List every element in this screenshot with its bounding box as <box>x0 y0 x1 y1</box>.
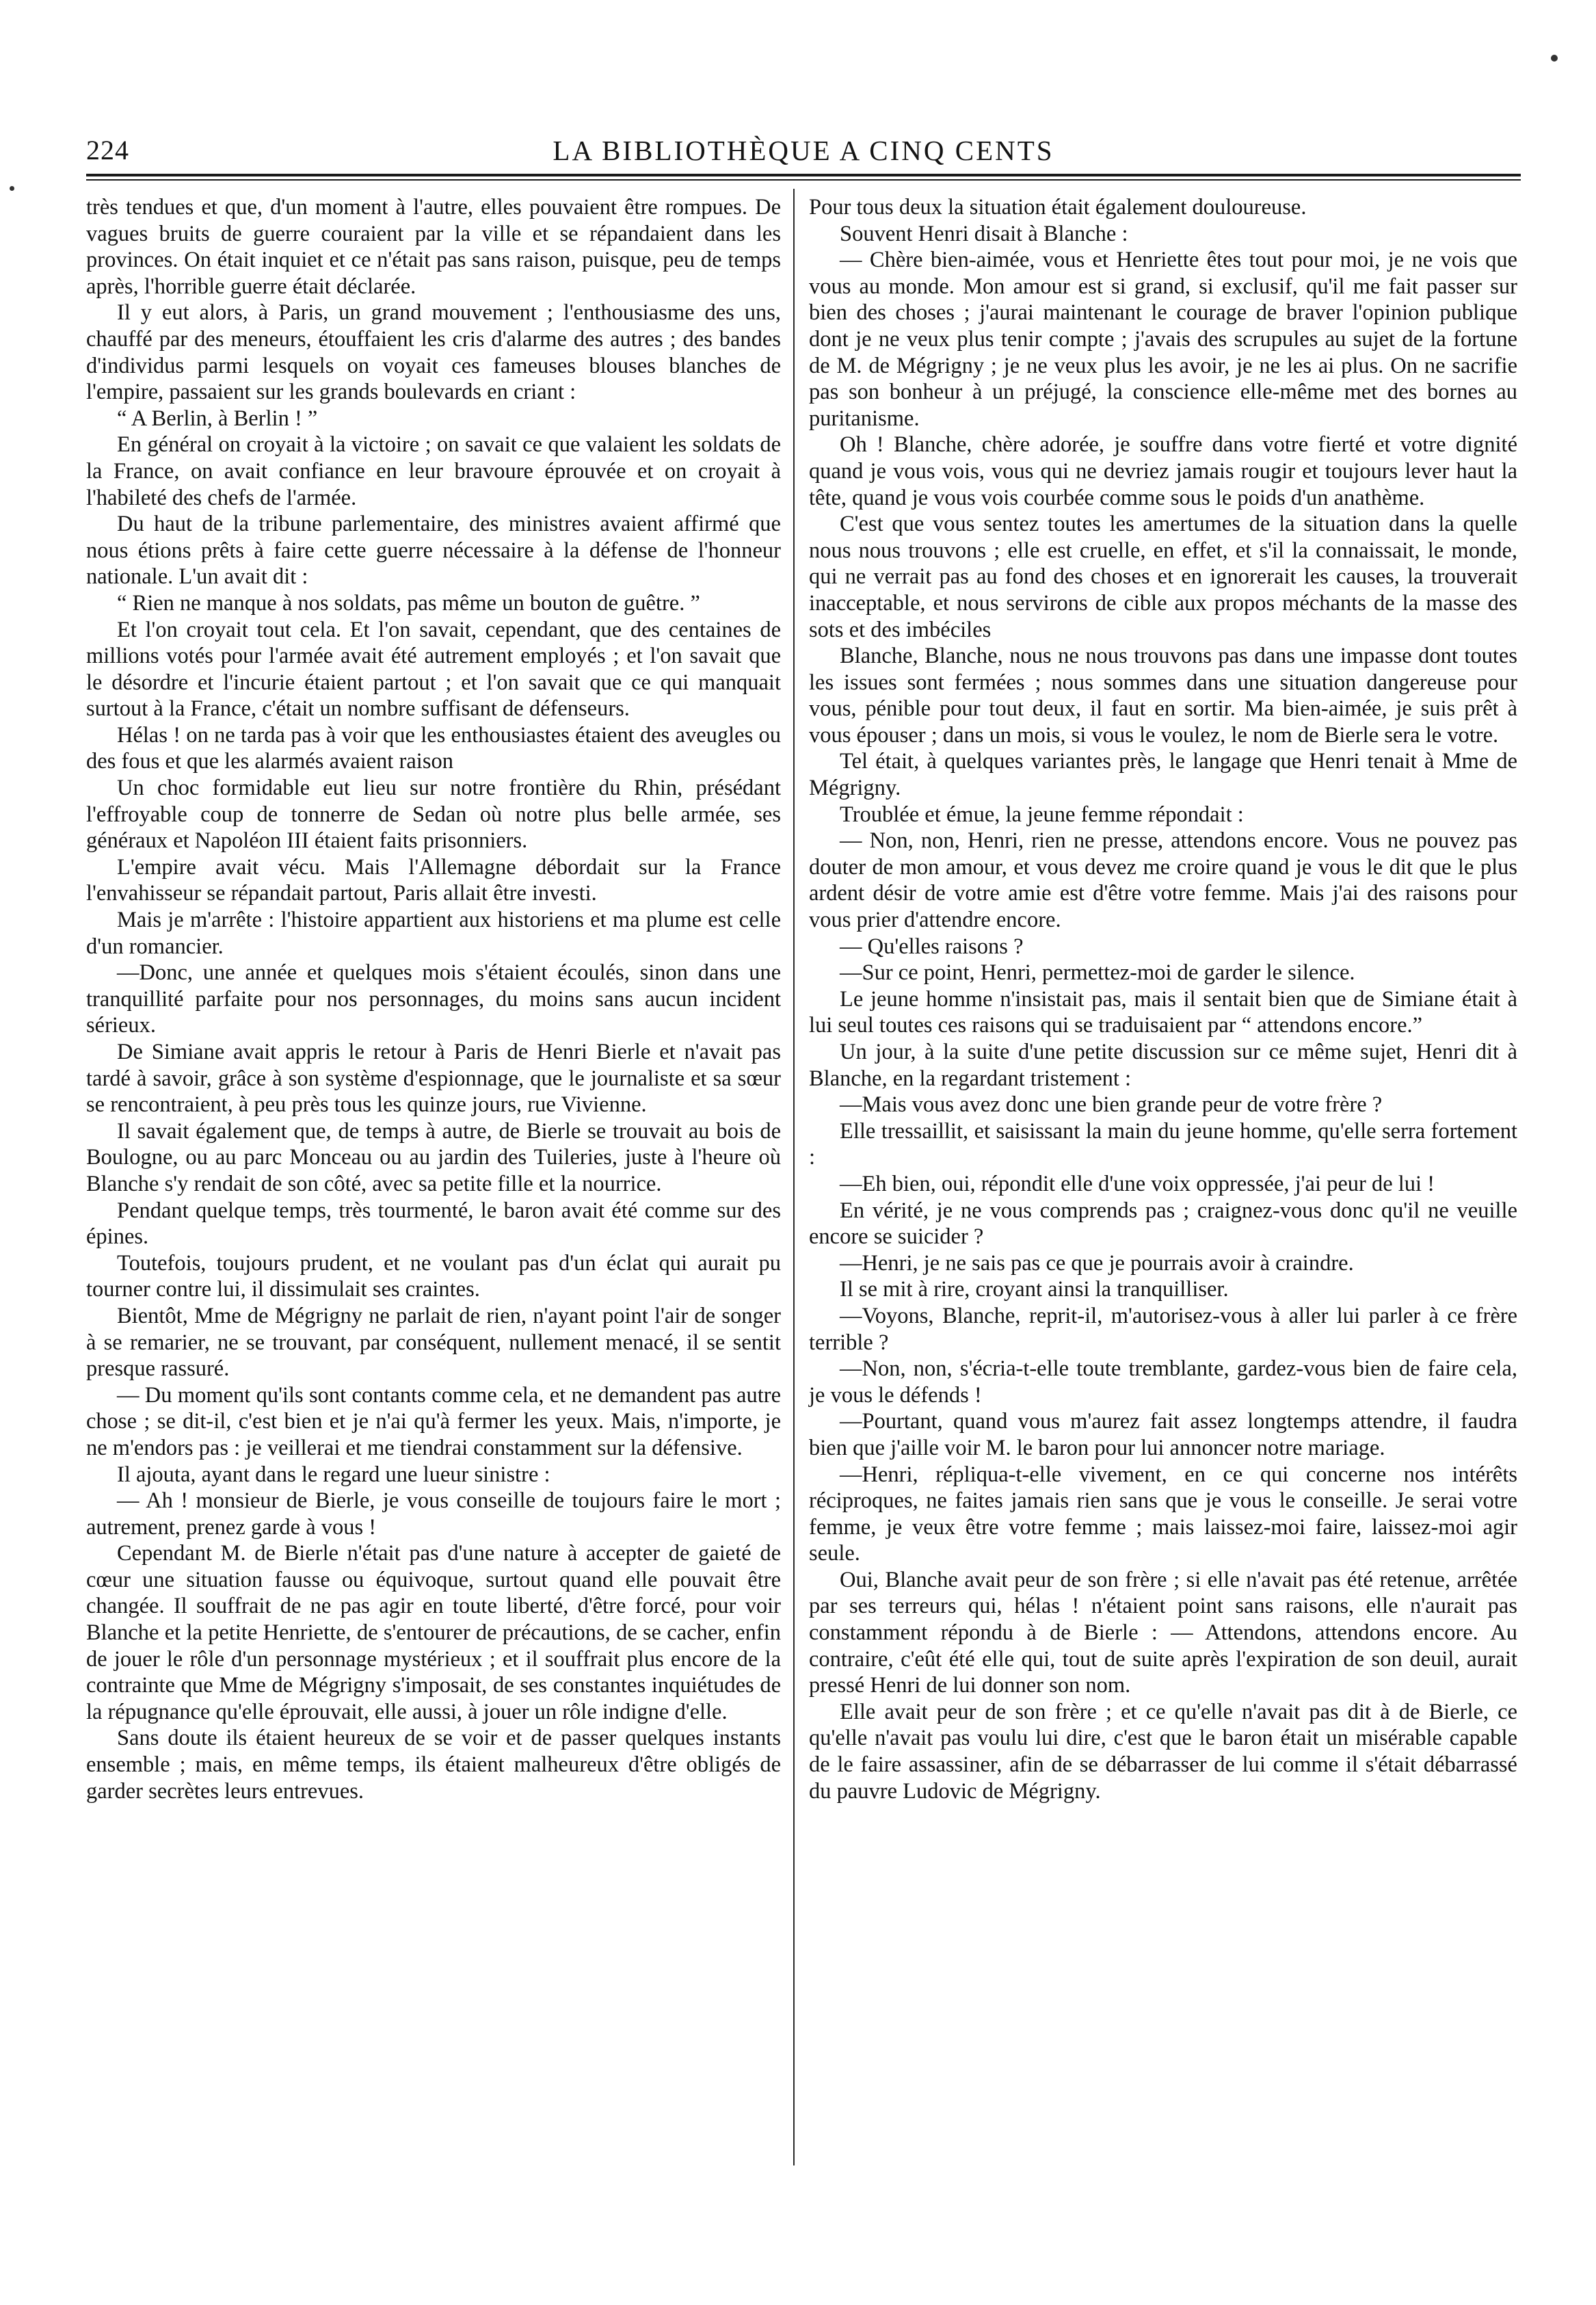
paragraph: Elle tressaillit, et saisissant la main du jeune homme, qu'elle serra fortement : <box>809 1118 1517 1170</box>
paragraph: très tendues et que, d'un moment à l'autre, elles pouvaient être rompues. De vagues bruits de guerre couraient par la ville et se répandaient dans les provinces. On était inquiet et ce n'était pas sans raison, puisque, peu de temps après, l'horrible guerre était déclarée. <box>86 195 781 299</box>
paragraph: Il savait également que, de temps à autre, de Bierle se trouvait au bois de Boulogne, ou au parc Monceau ou au jardin des Tuileries, juste à l'heure où Blanche s'y rendait de son côté, avec sa petite fille et la nourrice. <box>86 1118 781 1196</box>
paragraph: En vérité, je ne vous comprends pas ; craignez-vous donc qu'il ne veuille encore se suicider ? <box>809 1198 1517 1250</box>
paragraph: —Eh bien, oui, répondit elle d'une voix oppressée, j'ai peur de lui ! <box>840 1171 1435 1196</box>
paragraph: Sans doute ils étaient heureux de se voir et de passer quelques instants ensemble ; mais, en même temps, ils étaient malheureux d'être obligés de garder secrètes leurs entrevues. <box>86 1726 781 1804</box>
paragraph: Le jeune homme n'insistait pas, mais il sentait bien que de Simiane était à lui seul toutes ces raisons qui se traduisaient par “ attendons encore.” <box>809 986 1517 1038</box>
paragraph: Tel était, à quelques variantes près, le langage que Henri tenait à Mme de Mégrigny. <box>809 749 1517 801</box>
paragraph: Un jour, à la suite d'une petite discussion sur ce même sujet, Henri dit à Blanche, en la regardant tristement : <box>809 1040 1517 1091</box>
right-column <box>809 194 1517 1804</box>
paragraph: Il y eut alors, à Paris, un grand mouvement ; l'enthousiasme des uns, chauffé par des meneurs, étouffaient les cris d'alarme des autres ; des bandes d'individus parmi lesquels on voyait ces fameuses blouses blanches de l'empire, passaient sur les grands boulevards en criant : <box>86 300 781 405</box>
paragraph: De Simiane avait appris le retour à Paris de Henri Bierle et n'avait pas tardé à savoir, grâce à son système d'espionnage, que le journaliste et sa sœur se rencontraient, à peu près tous les quinze jours, rue Vivienne. <box>86 1040 781 1118</box>
paragraph: — Qu'elles raisons ? <box>840 934 1024 959</box>
paragraph: — Ah ! monsieur de Bierle, je vous conseille de toujours faire le mort ; autrement, prenez garde à vous ! <box>86 1488 781 1540</box>
paragraph: Cependant M. de Bierle n'était pas d'une nature à accepter de gaieté de cœur une situation fausse ou équivoque, surtout quand elle pouvait être changée. Il souffrait de ne pas agir en toute liberté, d'être forcé, pour voir Blanche et la petite Henriette, de s'entourer de précautions, de se cacher, enfin de jouer le rôle d'un personnage mystérieux ; et il souffrait plus encore de la contrainte que Mme de Mégrigny s'imposait, de ses constantes inquiétudes de la répugnance qu'elle éprouvait, elle aussi, à jouer un rôle indigne d'elle. <box>86 1541 781 1724</box>
paragraph: —Sur ce point, Henri, permettez-moi de garder le silence. <box>840 960 1355 986</box>
paragraph: Du haut de la tribune parlementaire, des ministres avaient affirmé que nous étions prêts à faire cette guerre nécessaire à la défense de l'honneur nationale. L'un avait dit : <box>86 512 781 590</box>
paragraph: “ A Berlin, à Berlin ! ” <box>117 406 318 431</box>
paragraph: Mais je m'arrête : l'histoire appartient aux historiens et ma plume est celle d'un romancier. <box>86 908 781 959</box>
paragraph: Et l'on croyait tout cela. Et l'on savait, cependant, que des centaines de millions votés pour l'armée avait été autrement employés ; et l'on savait que le désordre et l'incurie étaient partout ; et l'on savait que ce qui manquait surtout à la France, c'était un nombre suffisant de défenseurs. <box>86 617 781 722</box>
print-speck <box>1551 55 1558 62</box>
paragraph: Bientôt, Mme de Mégrigny ne parlait de rien, n'ayant point l'air de songer à se remarier, ne se trouvant, par conséquent, nullement menacé, il se sentit presque rassuré. <box>86 1303 781 1382</box>
paragraph: L'empire avait vécu. Mais l'Allemagne débordait sur la France l'envahisseur se répandait partout, Paris allait être investi. <box>86 854 781 906</box>
paragraph: —Donc, une année et quelques mois s'étaient écoulés, sinon dans une tranquillité parfaite pour nos personnages, du moins sans aucun incident sérieux. <box>86 960 781 1038</box>
page-number: 224 <box>86 135 129 166</box>
paragraph: — Chère bien-aimée, vous et Henriette êtes tout pour moi, je ne vois que vous au monde. Mon amour est si grand, si exclusif, qu'il me fait passer sur bien des choses ; j'aurai maintenant le courage de braver l'opinion publique dont je ne veux plus tenir compte ; j'avais des scrupules au sujet de la fortune de M. de Mégrigny ; je ne veux plus les avoir, je ne les ai plus. On ne sacrifie pas son bonheur à un préjugé, la conscience elle-même met des bornes au puritanisme. <box>809 248 1517 431</box>
paragraph: Pendant quelque temps, très tourmenté, le baron avait été comme sur des épines. <box>86 1198 781 1250</box>
paragraph: Oh ! Blanche, chère adorée, je souffre dans votre fierté et votre dignité quand je vous vois, vous qui ne devriez jamais rougir et toujours lever haut la tête, quand je vous vois courbée comme sous le poids d'un anathème. <box>809 432 1517 510</box>
paragraph: Oui, Blanche avait peur de son frère ; si elle n'avait pas été retenue, arrêtée par ses terreurs qui, hélas ! n'étaient point sans raisons, elle n'aurait pas constamment répondu à de Bierle : — Attendons, attendons encore. Au contraire, c'eût été elle qui, tout de suite après l'expiration de son deuil, aurait pressé Henri de lui donner son nom. <box>809 1567 1517 1698</box>
paragraph: —Henri, répliqua-t-elle vivement, en ce qui concerne nos intérêts réciproques, ne faites jamais rien sans que je vous le conseille. Je serai votre femme, je veux être votre femme ; mais laissez-moi faire, laissez-moi agir seule. <box>809 1462 1517 1566</box>
paragraph: —Non, non, s'écria-t-elle toute tremblante, gardez-vous bien de faire cela, je vous le défends ! <box>809 1356 1517 1408</box>
column-divider <box>793 189 795 2165</box>
paragraph: — Non, non, Henri, rien ne presse, attendons encore. Vous ne pouvez pas douter de mon amour, et vous devez me croire quand je vous le dit que le plus ardent désir de votre amie est d'être votre femme. Mais j'ai des raisons pour vous prier d'attendre encore. <box>809 828 1517 933</box>
paragraph: Hélas ! on ne tarda pas à voir que les enthousiastes étaient des aveugles ou des fous et que les alarmés avaient raison <box>86 722 781 774</box>
paragraph: Troublée et émue, la jeune femme répondait : <box>840 802 1244 827</box>
paragraph: C'est que vous sentez toutes les amertumes de la situation dans la quelle nous nous trouvons ; elle est cruelle, en effet, et s'il la connaissait, le monde, qui ne verrait pas au fond des choses et en ignorerait les causes, la trouverait inacceptable, et nous servirons de cible aux propos méchants de la masse des sots et des imbéciles <box>809 512 1517 642</box>
paragraph: Toutefois, toujours prudent, et ne voulant pas d'un éclat qui aurait pu tourner contre lui, il dissimulait ses craintes. <box>86 1250 781 1302</box>
paragraph: Pour tous deux la situation était également douloureuse. <box>809 195 1307 220</box>
paragraph: — Du moment qu'ils sont contants comme cela, et ne demandent pas autre chose ; se dit-il, c'est bien et je n'ai qu'à fermer les yeux. Mais, n'importe, je ne m'endors pas : je veillerai et me tiendrai constamment sur la défensive. <box>86 1382 781 1460</box>
paragraph: En général on croyait à la victoire ; on savait ce que valaient les soldats de la France, on avait confiance en leur bravoure éprouvée et on croyait à l'habileté des chefs de l'armée. <box>86 432 781 510</box>
paragraph: —Henri, je ne sais pas ce que je pourrais avoir à craindre. <box>840 1250 1354 1276</box>
print-speck <box>10 186 14 191</box>
paragraph: Il se mit à rire, croyant ainsi la tranquilliser. <box>840 1277 1229 1302</box>
left-column <box>86 194 781 1804</box>
running-title: LA BIBLIOTHÈQUE A CINQ CENTS <box>553 135 1054 166</box>
header-rule-thin <box>86 179 1521 181</box>
paragraph: —Voyons, Blanche, reprit-il, m'autorisez-vous à aller lui parler à ce frère terrible ? <box>809 1303 1517 1355</box>
header-rule <box>86 174 1521 176</box>
paragraph: Blanche, Blanche, nous ne nous trouvons pas dans une impasse dont toutes les issues sont fermées ; nous sommes dans une situation dangereuse pour vous, pénible pour tout deux, il faut en sortir. Ma bien-aimée, je suis prêt à vous épouser ; dans un mois, si vous le voulez, le nom de Bierle sera le votre. <box>809 644 1517 748</box>
page-header <box>86 134 1521 172</box>
paragraph: —Mais vous avez donc une bien grande peur de votre frère ? <box>840 1092 1383 1118</box>
paragraph: Souvent Henri disait à Blanche : <box>840 221 1128 246</box>
paragraph: —Pourtant, quand vous m'aurez fait assez longtemps attendre, il faudra bien que j'aille voir M. le baron pour lui annoncer notre mariage. <box>809 1409 1517 1460</box>
paragraph: Il ajouta, ayant dans le regard une lueur sinistre : <box>117 1462 550 1487</box>
paragraph: Un choc formidable eut lieu sur notre frontière du Rhin, présédant l'effroyable coup de tonnerre de Sedan où notre plus belle armée, ses généraux et Napoléon III étaient faits prisonniers. <box>86 776 781 854</box>
paragraph: “ Rien ne manque à nos soldats, pas même un bouton de guêtre. ” <box>117 590 700 616</box>
paragraph: Elle avait peur de son frère ; et ce qu'elle n'avait pas dit à de Bierle, ce qu'elle n'avait pas voulu lui dire, c'est que le baron était un misérable capable de le faire assassiner, afin de se débarrasser de lui comme il s'était débarrassé du pauvre Ludovic de Mégrigny. <box>809 1699 1517 1804</box>
